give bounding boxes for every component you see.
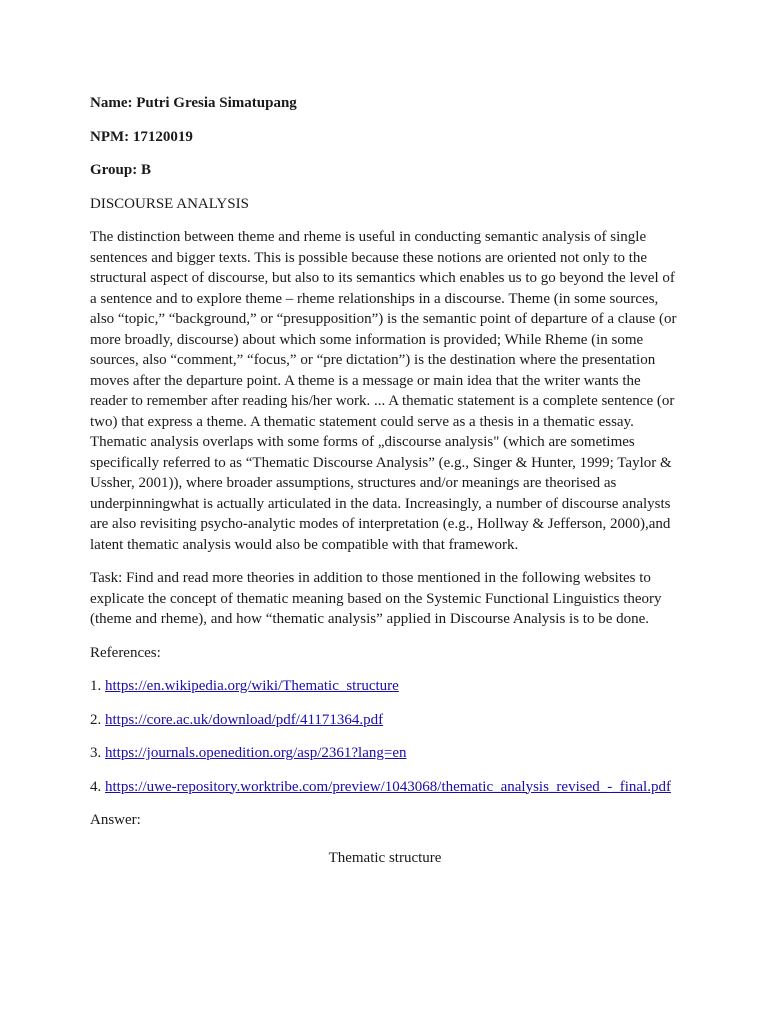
reference-link-3[interactable]: https://journals.openedition.org/asp/2361?lang=en: [105, 745, 407, 761]
reference-item-1: [90, 676, 680, 697]
reference-link-2[interactable]: https://core.ac.uk/download/pdf/41171364.pdf: [105, 711, 384, 728]
reference-number: 1.: [90, 678, 105, 694]
answer-label: Answer:: [90, 812, 141, 828]
name-value: Putri Gresia Simatupang: [136, 95, 297, 111]
reference-item-2: [90, 710, 680, 731]
reference-number: 4.: [90, 778, 105, 795]
task-paragraph: Task: Find and read more theories in addition to those mentioned in the following websites to explicate the concept of thematic meaning based on the Systemic Functional Linguistics theory (theme and rheme), and how “thematic analysis” applied in Discourse Analysis is to be done.: [90, 570, 662, 627]
reference-item-4: [90, 777, 680, 798]
reference-link-4[interactable]: https://uwe-repository.worktribe.com/preview/1043068/thematic_analysis_revised_-_final.pdf: [105, 778, 671, 795]
document-page: [90, 93, 680, 868]
reference-item-3: [90, 743, 680, 764]
document-title: DISCOURSE ANALYSIS: [90, 195, 249, 212]
body-paragraph: The distinction between theme and rheme is useful in conducting semantic analysis of single sentences and bigger texts. This is possible because these notions are oriented not only to the structural aspect of discourse, but also to its semantics which enables us to go beyond the level of a sentence and to explore theme – rheme relationships in a discourse. Theme (in some sources, also “topic,” “background,” or “presupposition”) is the semantic point of departure of a clause (or more broadly, discourse) about which some information is provided; While Rheme (in some sources, also “comment,” “focus,” or “pre dictation”) is the destination where the presentation moves after the departure point. A theme is a message or main idea that the writer wants the reader to remember after reading his/her work. ... A thematic statement is a complete sentence (or two) that express a theme. A thematic statement could serve as a thesis in a thematic essay. Thematic analysis overlaps with some forms of „discourse analysis" (which are sometimes specifically referred to as “Thematic Discourse Analysis” (e.g., Singer & Hunter, 1999; Taylor & Ussher, 2001)), where broader assumptions, structures and/or meanings are theorised as underpinningwhat is actually articulated in the data. Increasingly, a number of discourse analysts are also revisiting psycho-analytic modes of interpretation (e.g., Hollway & Jefferson, 2000),and latent thematic analysis would also be compatible with that framework.: [90, 229, 677, 553]
reference-number: 3.: [90, 745, 105, 761]
npm-label: NPM:: [90, 128, 133, 145]
group-label: Group:: [90, 162, 141, 178]
npm-value: 17120019: [132, 128, 193, 145]
reference-link-1[interactable]: https://en.wikipedia.org/wiki/Thematic_structure: [105, 678, 399, 694]
group-field: [90, 160, 680, 181]
name-label: Name:: [90, 95, 137, 111]
name-field: [90, 93, 680, 114]
npm-field: [90, 127, 680, 148]
references-label: References:: [90, 644, 161, 661]
reference-number: 2.: [90, 711, 105, 728]
group-value: B: [140, 162, 151, 178]
answer-heading: Thematic structure: [328, 849, 442, 866]
